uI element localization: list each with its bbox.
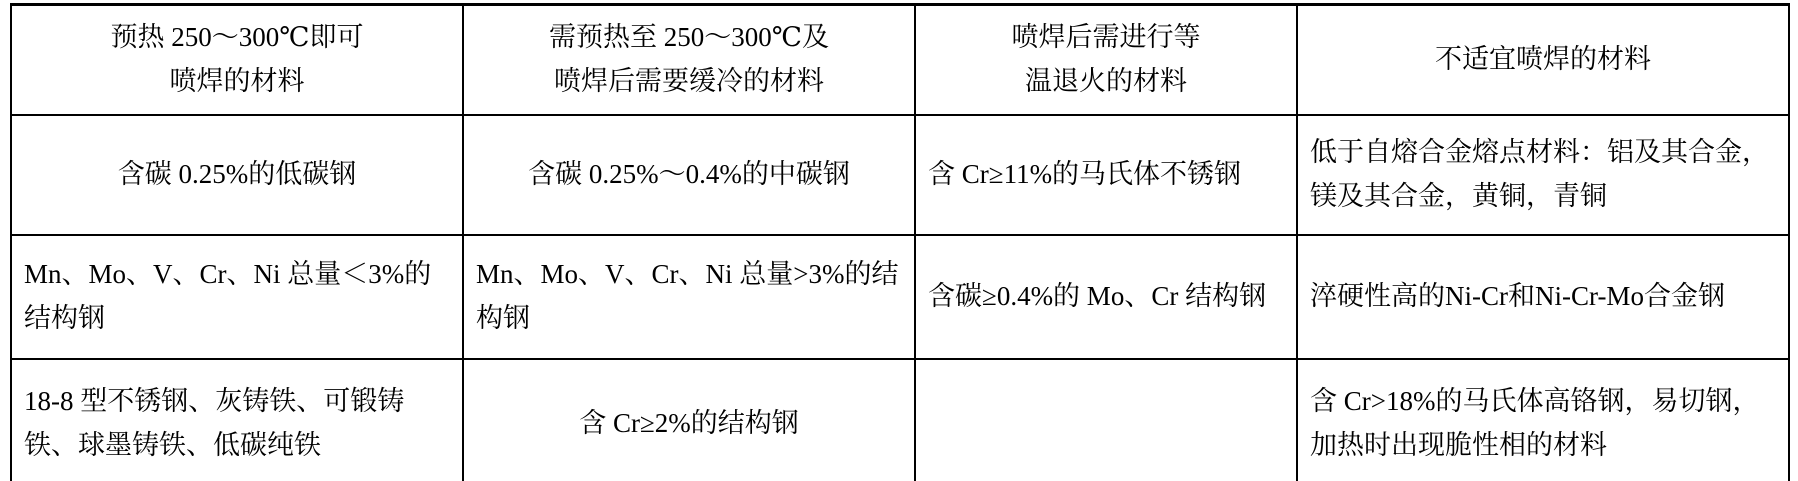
cell-row2-col3: 含碳≥0.4%的 Mo、Cr 结构钢 xyxy=(915,235,1297,359)
column-header-line-2: 喷焊后需要缓冷的材料 xyxy=(554,66,824,96)
table-row xyxy=(11,235,1789,359)
cell-row2-col4: 淬硬性高的Ni-Cr和Ni-Cr-Mo合金钢 xyxy=(1297,235,1789,359)
table-body xyxy=(11,115,1789,481)
column-header-line-1: 需预热至 250～300℃及 xyxy=(549,22,829,53)
material-comparison-table xyxy=(10,3,1790,481)
cell-row1-col2: 含碳 0.25%～0.4%的中碳钢 xyxy=(463,115,915,235)
column-header-line-2: 温退火的材料 xyxy=(1025,66,1187,96)
table-header xyxy=(11,5,1789,116)
cell-row2-col1: Mn、Mo、V、Cr、Ni 总量＜3%的结构钢 xyxy=(11,235,463,359)
column-header-isothermal-anneal xyxy=(915,5,1297,116)
column-header-preheat-slowcool xyxy=(463,5,915,116)
column-header-line-1: 喷焊后需进行等 xyxy=(1011,22,1201,53)
cell-row1-col4: 低于自熔合金熔点材料：铝及其合金，镁及其合金，黄铜，青铜 xyxy=(1297,115,1789,235)
cell-row1-col3: 含 Cr≥11%的马氏体不锈钢 xyxy=(915,115,1297,235)
cell-row3-col2: 含 Cr≥2%的结构钢 xyxy=(463,359,915,481)
column-header-line-1: 预热 250～300℃即可 xyxy=(110,22,364,53)
cell-row3-col3 xyxy=(915,359,1297,481)
table-header-row xyxy=(11,5,1789,116)
cell-row3-col1: 18-8 型不锈钢、灰铸铁、可锻铸铁、球墨铸铁、低碳纯铁 xyxy=(11,359,463,481)
column-header-line-2: 喷焊的材料 xyxy=(169,66,305,96)
table-row xyxy=(11,115,1789,235)
cell-row1-col1: 含碳 0.25%的低碳钢 xyxy=(11,115,463,235)
cell-row2-col2: Mn、Mo、V、Cr、Ni 总量>3%的结构钢 xyxy=(463,235,915,359)
table-row xyxy=(11,359,1789,481)
column-header-line-1: 不适宜喷焊的材料 xyxy=(1435,44,1651,75)
column-header-unsuitable xyxy=(1297,5,1789,116)
column-header-preheat-250-300 xyxy=(11,5,463,116)
cell-row3-col4: 含 Cr>18%的马氏体高铬钢，易切钢，加热时出现脆性相的材料 xyxy=(1297,359,1789,481)
